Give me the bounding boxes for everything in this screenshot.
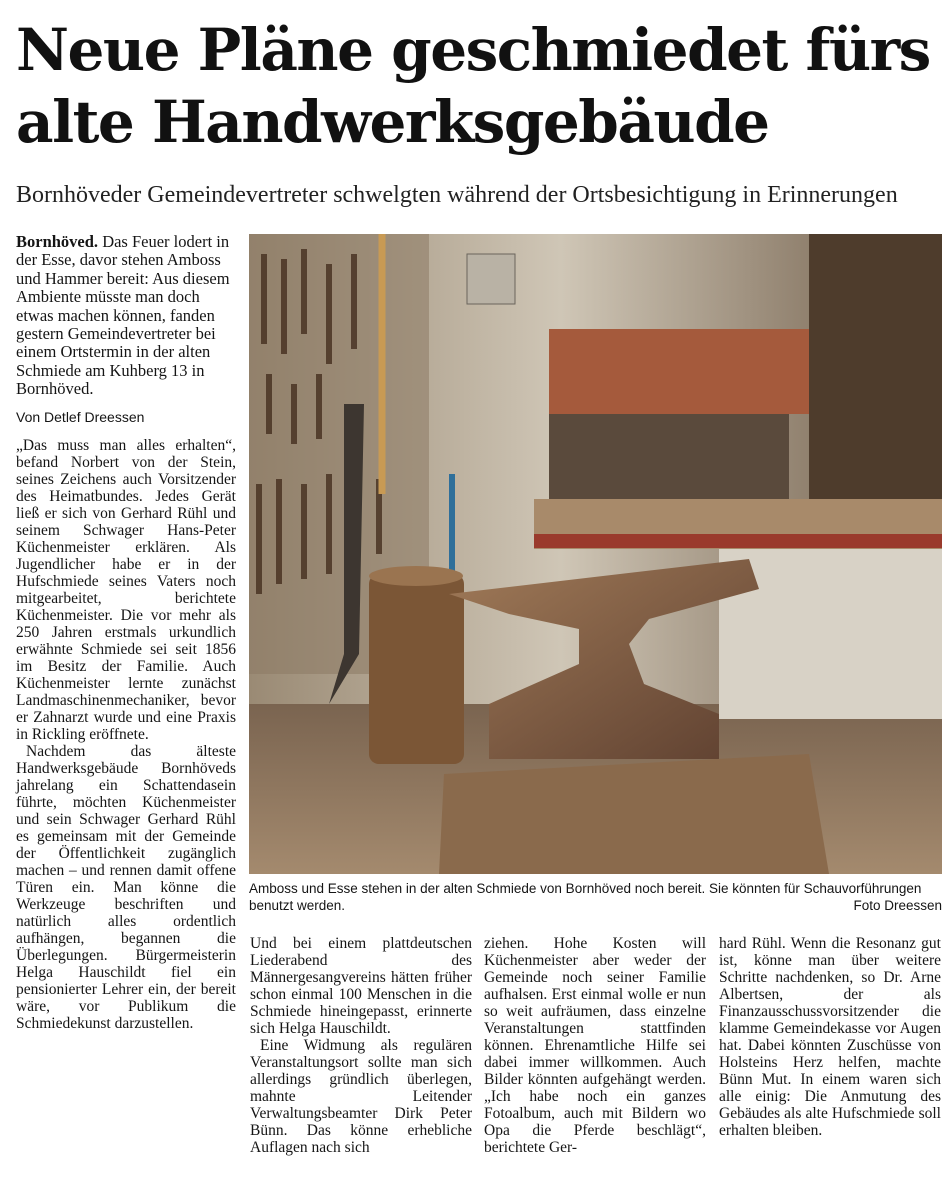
forge-anvil-photo xyxy=(249,234,942,874)
paragraph-2: Nachdem das älteste Handwerksgebäude Bornhöveds jahrelang ein Schattendasein führte, möchten Küchenmeister und sein Schwager Gerhard Rühl es gemeinsam mit der Gemeinde der Öffentlichkeit zugänglich machen – und rennen damit offene Türen ein. Man könne die Werkzeuge beschriften und natürlich alles ordentlich aufhängen, begannen die Überlegungen. Bürgermeisterin Helga Hauschildt fiel ein pensionierter Lehrer ein, der bereit wäre, vor Publikum die Schmiedekunst darzustellen. xyxy=(16,742,236,1032)
column-4 xyxy=(719,935,941,1139)
paragraph-4: Eine Widmung als regulären Veranstaltungsort sollte man sich allerdings gründlich überlegen, mahnte Leitender Verwaltungsbeamter Dirk Peter Bünn. Das könne erhebliche Auflagen nach sich xyxy=(250,1037,472,1156)
caption-text: Amboss und Esse stehen in der alten Schmiede von Bornhöved noch bereit. Sie könnten für Schauvorführungen benutzt werden. xyxy=(249,881,922,913)
byline: Von Detlef Dreessen xyxy=(16,408,145,425)
paragraph-5: ziehen. Hohe Kosten will Küchenmeister aber weder der Gemeinde noch seiner Familie aufhalsen. Erst einmal wolle er nun so weit aufräumen, dass einzelne Veranstaltungen stattfinden können. Ehrenamtliche Hilfe sei dabei immer willkommen. Auch Bilder könnten aufgehängt werden. „Ich habe noch ein ganzes Fotoalbum, auch mit Bildern wo Opa die Pferde beschlägt“, berichtete Ger- xyxy=(484,935,706,1156)
column-3 xyxy=(484,935,706,1156)
paragraph-6: hard Rühl. Wenn die Resonanz gut ist, könne man über weitere Schritte nachdenken, so Dr. Arne Albertsen, der als Finanzausschussvorsitzender die klamme Gemeindekasse vor Augen hat. Dabei könnten Zuschüsse von Holsteins Herz helfen, machte Bünn Mut. In einem waren sich alle einig: Die Anmutung des Gebäudes als alte Hufschmiede soll erhalten bleiben. xyxy=(719,935,941,1139)
photo-caption xyxy=(249,880,942,914)
lead-paragraph xyxy=(16,233,236,399)
lead-text: Das Feuer lodert in der Esse, davor stehen Amboss und Hammer bereit: Aus diesem Ambiente müsste man doch etwas machen können, fanden gestern Gemeindevertreter bei einem Ortstermin in der alten Schmiede am Kuhberg 13 in Bornhöved. xyxy=(16,232,230,399)
photo-credit: Foto Dreessen xyxy=(853,898,942,913)
paragraph-3: Und bei einem plattdeutschen Liederabend des Männergesangvereins hätten früher schon einmal 100 Menschen in die Schmiede hineingepasst, erinnerte sich Helga Hauschildt. xyxy=(250,935,472,1037)
dateline: Bornhöved. xyxy=(16,232,99,251)
column-1 xyxy=(16,233,236,1032)
column-2 xyxy=(250,935,472,1156)
photo-illustration xyxy=(249,234,942,874)
headline: Neue Pläne geschmiedet fürs alte Handwerksgebäude xyxy=(16,16,930,156)
subheadline: Bornhöveder Gemeindevertreter schwelgten während der Ortsbesichtigung in Erinnerungen xyxy=(16,182,898,208)
paragraph-1: „Das muss man alles erhalten“, befand Norbert von der Stein, seines Zeichens auch Vorsitzender des Heimatbundes. Jedes Gerät ließ er sich von Gerhard Rühl und seinem Schwager Hans-Peter Küchenmeister erklären. Als Jugendlicher habe er in der Hufschmiede seines Vaters noch mitgearbeitet, berichtete Küchenmeister. Die vor mehr als 250 Jahren erstmals urkundlich erwähnte Schmiede sei seit 1856 im Besitz der Familie. Auch Küchenmeister lernte zunächst Landmaschinenmechaniker, bevor er Zahnarzt wurde und eine Praxis in Rickling eröffnete. xyxy=(16,436,236,743)
